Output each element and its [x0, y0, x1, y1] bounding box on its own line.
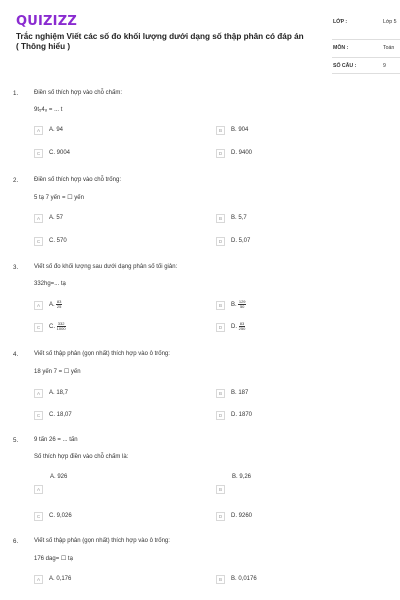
option-b-box[interactable]: B: [216, 214, 225, 223]
question-number: 4.: [13, 351, 19, 358]
question-number: 2.: [13, 177, 19, 184]
option-b-text: B. 187: [231, 390, 249, 396]
option-c-text: C. 18,07: [49, 412, 72, 418]
question-text: Điền số thích hợp vào chỗ chấm:: [34, 90, 122, 96]
option-a-box[interactable]: A: [34, 126, 43, 135]
option-a-text: A. 926: [50, 474, 68, 480]
option-d-label: D.: [231, 324, 237, 331]
question-prompt: 176 dag= ☐ tạ: [34, 556, 73, 562]
option-c-text: [49, 322, 66, 331]
option-a-box[interactable]: A: [34, 301, 43, 310]
fraction-denominator: 25: [56, 304, 62, 309]
option-d-box[interactable]: D: [216, 237, 225, 246]
option-d-box[interactable]: D: [216, 411, 225, 420]
fraction-numerator: 332: [57, 321, 65, 326]
question-prompt: 9t₅4₈ = ... t: [34, 107, 63, 113]
option-c-box[interactable]: C: [34, 323, 43, 332]
meta-row-class: [332, 16, 400, 40]
option-d-text: D. 9400: [231, 150, 253, 156]
question-prompt: Số thích hợp điền vào chỗ chấm là:: [34, 454, 129, 460]
question-text: 9 tấn 26 = ... tấn: [34, 437, 78, 443]
option-c-text: C. 570: [49, 238, 67, 244]
meta-table: [332, 16, 400, 74]
question-text: Viết số đo khối lượng sau dưới dạng phân số tối giản:: [34, 264, 178, 270]
option-d-text: D. 1870: [231, 412, 253, 418]
question-number: 1.: [13, 90, 19, 97]
option-b-text: B. 5,7: [231, 215, 247, 221]
option-a-text: A. 18,7: [49, 390, 69, 396]
fraction-denominator: 50: [239, 304, 245, 309]
option-b-box[interactable]: B: [216, 575, 225, 584]
option-c-text: C. 9,026: [49, 513, 72, 519]
option-b-box[interactable]: B: [216, 126, 225, 135]
document-header: [16, 12, 397, 70]
option-b-text: [231, 300, 246, 309]
option-d-text: D. 5,07: [231, 238, 251, 244]
question-number: 3.: [13, 264, 19, 271]
option-d-text: [231, 322, 245, 331]
quizizz-logo: QUIZIZZ: [16, 14, 77, 29]
question-prompt: 332hg=... tạ: [34, 281, 66, 287]
option-d-text: D. 9260: [231, 513, 253, 519]
option-c-text: C. 9004: [49, 150, 71, 156]
count-value: 9: [383, 63, 386, 69]
subject-value: Toán: [383, 45, 395, 51]
option-a-box[interactable]: A: [34, 485, 43, 494]
option-d-box[interactable]: D: [216, 512, 225, 521]
option-b-fraction: [238, 300, 246, 309]
class-value: Lớp 5: [383, 19, 397, 25]
option-c-box[interactable]: C: [34, 149, 43, 158]
meta-row-subject: [332, 40, 400, 58]
question-prompt: 5 tạ 7 yến = ☐ yến: [34, 195, 84, 201]
option-c-box[interactable]: C: [34, 411, 43, 420]
fraction-numerator: 83: [56, 299, 62, 304]
option-a-text: A. 57: [49, 215, 64, 221]
option-a-fraction: [56, 300, 61, 309]
question-prompt: 18 yến 7 = ☐ yến: [34, 369, 81, 375]
option-a-box[interactable]: A: [34, 575, 43, 584]
option-b-label: B.: [231, 302, 237, 309]
option-a-box[interactable]: A: [34, 389, 43, 398]
option-b-box[interactable]: B: [216, 301, 225, 310]
option-c-box[interactable]: C: [34, 237, 43, 246]
option-c-box[interactable]: C: [34, 512, 43, 521]
option-b-text: B. 0,0176: [231, 576, 257, 582]
fraction-numerator: 83: [239, 321, 245, 326]
option-a-text: A. 94: [49, 127, 64, 133]
fraction-denominator: 250: [238, 326, 246, 331]
option-a-text: [49, 300, 62, 309]
fraction-denominator: 1000: [56, 326, 66, 331]
option-b-box[interactable]: B: [216, 389, 225, 398]
question-text: Điền số thích hợp vào chỗ trống:: [34, 177, 121, 183]
option-b-text: B. 904: [231, 127, 249, 133]
option-c-fraction: [57, 322, 66, 331]
option-b-text: B. 9,26: [232, 474, 252, 480]
count-label: SỐ CÂU :: [333, 63, 357, 69]
question-number: 6.: [13, 538, 19, 545]
option-d-fraction: [239, 322, 246, 331]
question-number: 5.: [13, 437, 19, 444]
option-a-box[interactable]: A: [34, 214, 43, 223]
meta-row-count: [332, 58, 400, 74]
class-label: LỚP :: [333, 19, 348, 25]
fraction-numerator: 129: [238, 299, 246, 304]
option-d-box[interactable]: D: [216, 323, 225, 332]
option-a-text: A. 0,176: [49, 576, 72, 582]
document-title: Trắc nghiệm Viết các số đo khối lượng dưới dạng số thập phân có đáp án ( Thông hiểu ): [16, 32, 304, 51]
option-a-label: A.: [49, 302, 55, 309]
option-b-box[interactable]: B: [216, 485, 225, 494]
question-text: Viết số thập phân (gọn nhất) thích hợp vào ô trống:: [34, 351, 170, 357]
subject-label: MÔN :: [333, 45, 349, 51]
question-text: Viết số thập phân (gọn nhất) thích hợp vào ô trống:: [34, 538, 170, 544]
option-d-box[interactable]: D: [216, 149, 225, 158]
option-c-label: C.: [49, 324, 55, 331]
